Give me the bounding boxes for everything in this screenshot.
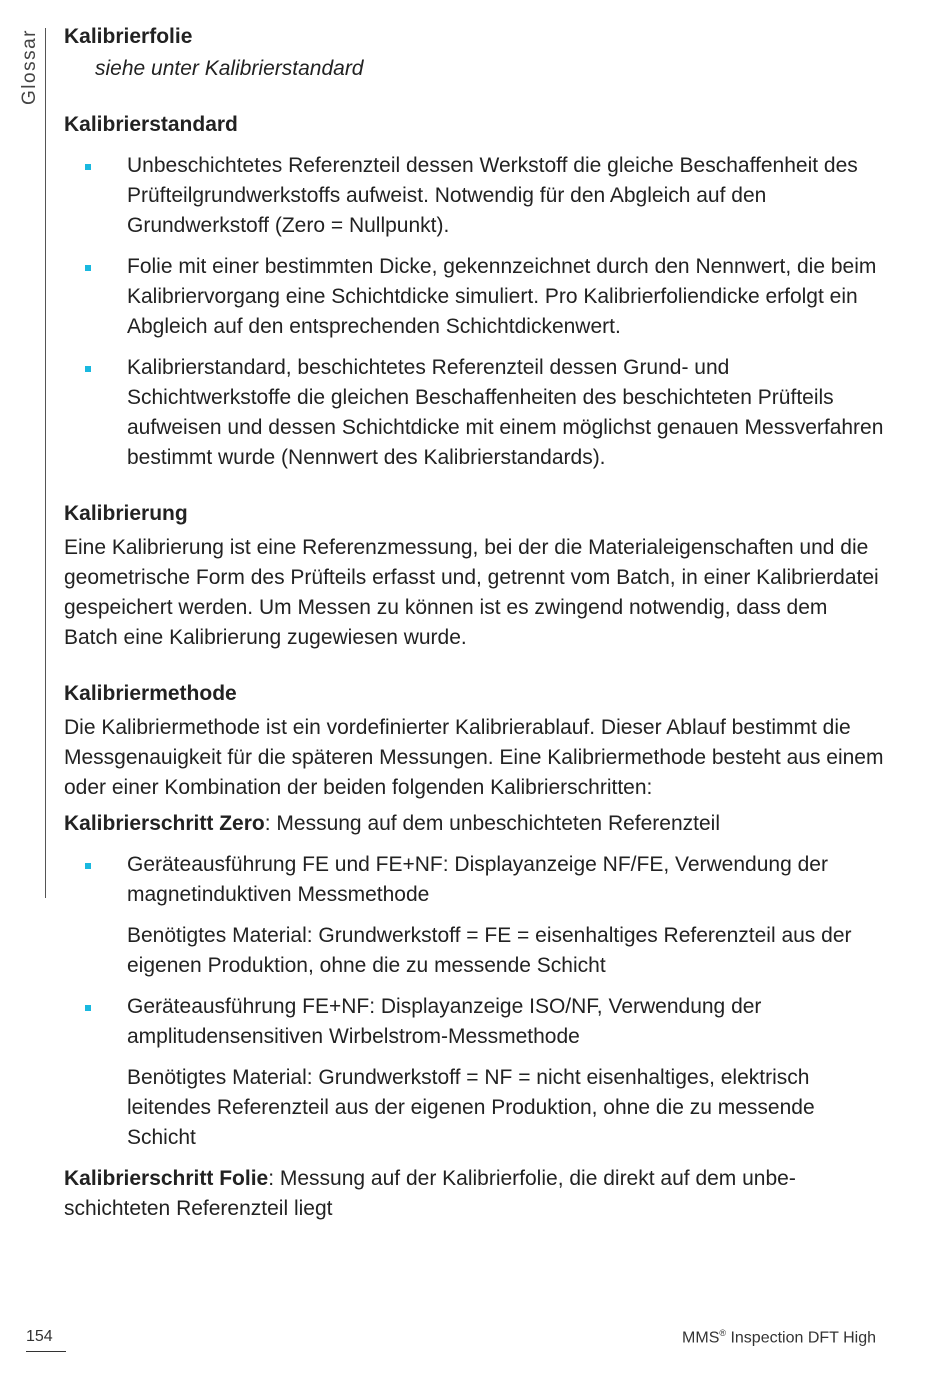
footer-product-title <box>682 1328 876 1347</box>
kalibrierschritt-folie-label: Kalibrierschritt Folie <box>64 1167 269 1190</box>
kalibrierschritt-folie <box>64 1164 884 1224</box>
list-item-text: Geräteausführung FE und FE+NF: Displayanzeige NF/FE, Verwendung der magnetinduktiven Messmethode <box>127 853 828 906</box>
heading-kalibrierfolie: Kalibrierfolie <box>64 25 193 48</box>
material-note: Benötigtes Material: Grundwerkstoff = FE = eisenhaltiges Referenzteil aus der eigenen Produktion, ohne die zu messende Schicht <box>127 924 852 977</box>
kalibrierschritt-zero-text: : Messung auf dem unbeschichteten Referenzteil <box>264 812 720 835</box>
heading-kalibrierung: Kalibrierung <box>64 502 188 525</box>
side-tab-label: Glossar <box>19 29 40 105</box>
side-divider <box>45 28 46 898</box>
registered-mark: ® <box>719 1328 726 1338</box>
kalibrierstandard-list <box>64 151 884 473</box>
bullet-square-icon <box>85 366 91 372</box>
list-item <box>64 353 884 473</box>
kalibrierung-text: Eine Kalibrierung ist eine Referenzmessung, bei der die Materialeigenschaften und die geometrische Form des Prüfteils erfasst und, getrennt vom Batch, in einer Kalibrierdatei gespeichert werden. Um Messen zu können ist es zwingend notwendig, dass dem Batch eine Kalibrierung zugewiesen wurde. <box>64 536 879 649</box>
list-item-text: Folie mit einer bestimmten Dicke, gekennzeichnet durch den Nennwert, die beim Kalibriervorgang eine Schichtdicke simuliert. Pro Kalibrierfoliendicke erfolgt ein Abgleich auf den entsprechenden Schichtdickenwert. <box>127 255 877 338</box>
list-item <box>64 252 884 342</box>
kalibriermethode-text: Die Kalibriermethode ist ein vordefinierter Kalibrierablauf. Dieser Ablauf bestimmt die Messgenauigkeit für die späteren Messungen. Eine Kalibriermethode besteht aus einem oder einer Kombination der beiden folgenden Kalibrierschritten: <box>64 716 884 799</box>
footer-product-rest: Inspection DFT High <box>726 1329 876 1347</box>
zero-list-2 <box>64 992 884 1052</box>
bullet-square-icon <box>85 265 91 271</box>
list-item <box>64 850 884 910</box>
list-item-text: Geräteausführung FE+NF: Displayanzeige ISO/NF, Verwendung der amplitudensensitiven Wirbelstrom-Messmethode <box>127 995 762 1048</box>
list-item <box>64 151 884 241</box>
kalibrierschritt-folie-text: : Messung auf der Kalibrierfolie, die direkt auf dem unbeschichteten Referenzteil liegt <box>64 1167 796 1220</box>
bullet-square-icon <box>85 863 91 869</box>
bullet-square-icon <box>85 1005 91 1011</box>
heading-kalibriermethode: Kalibriermethode <box>64 682 237 705</box>
kalibrierschritt-zero <box>64 809 884 839</box>
material-note: Benötigtes Material: Grundwerkstoff = NF = nicht eisenhaltiges, elektrisch leitendes Referenzteil aus der eigenen Produktion, ohne die zu messende Schicht <box>127 1066 815 1149</box>
footer-rule <box>26 1351 66 1352</box>
list-item <box>64 992 884 1052</box>
page-number: 154 <box>26 1328 53 1345</box>
footer-product: MMS <box>682 1329 720 1347</box>
zero-list <box>64 850 884 910</box>
glossary-content <box>64 22 884 1224</box>
list-item-text: Unbeschichtetes Referenzteil dessen Werkstoff die gleiche Beschaffenheit des Prüfteilgrundwerkstoffs aufweist. Notwendig für den Abgleich auf den Grundwerkstoff (Zero = Nullpunkt). <box>127 154 858 237</box>
side-tab <box>14 30 44 110</box>
heading-kalibrierstandard: Kalibrierstandard <box>64 113 238 136</box>
list-item-text: Kalibrierstandard, beschichtetes Referenzteil dessen Grund- und Schichtwerkstoffe die gleichen Beschaffenheiten des beschichteten Prüfteils aufweisen und dessen Schichtdicke mit einem möglichst genauen Messverfahren bestimmt wurde (Nennwert des Kalibrierstandards). <box>127 356 884 469</box>
kalibrierschritt-zero-label: Kalibrierschritt Zero <box>64 812 265 835</box>
bullet-square-icon <box>85 164 91 170</box>
see-reference: siehe unter Kalibrierstandard <box>95 57 364 80</box>
